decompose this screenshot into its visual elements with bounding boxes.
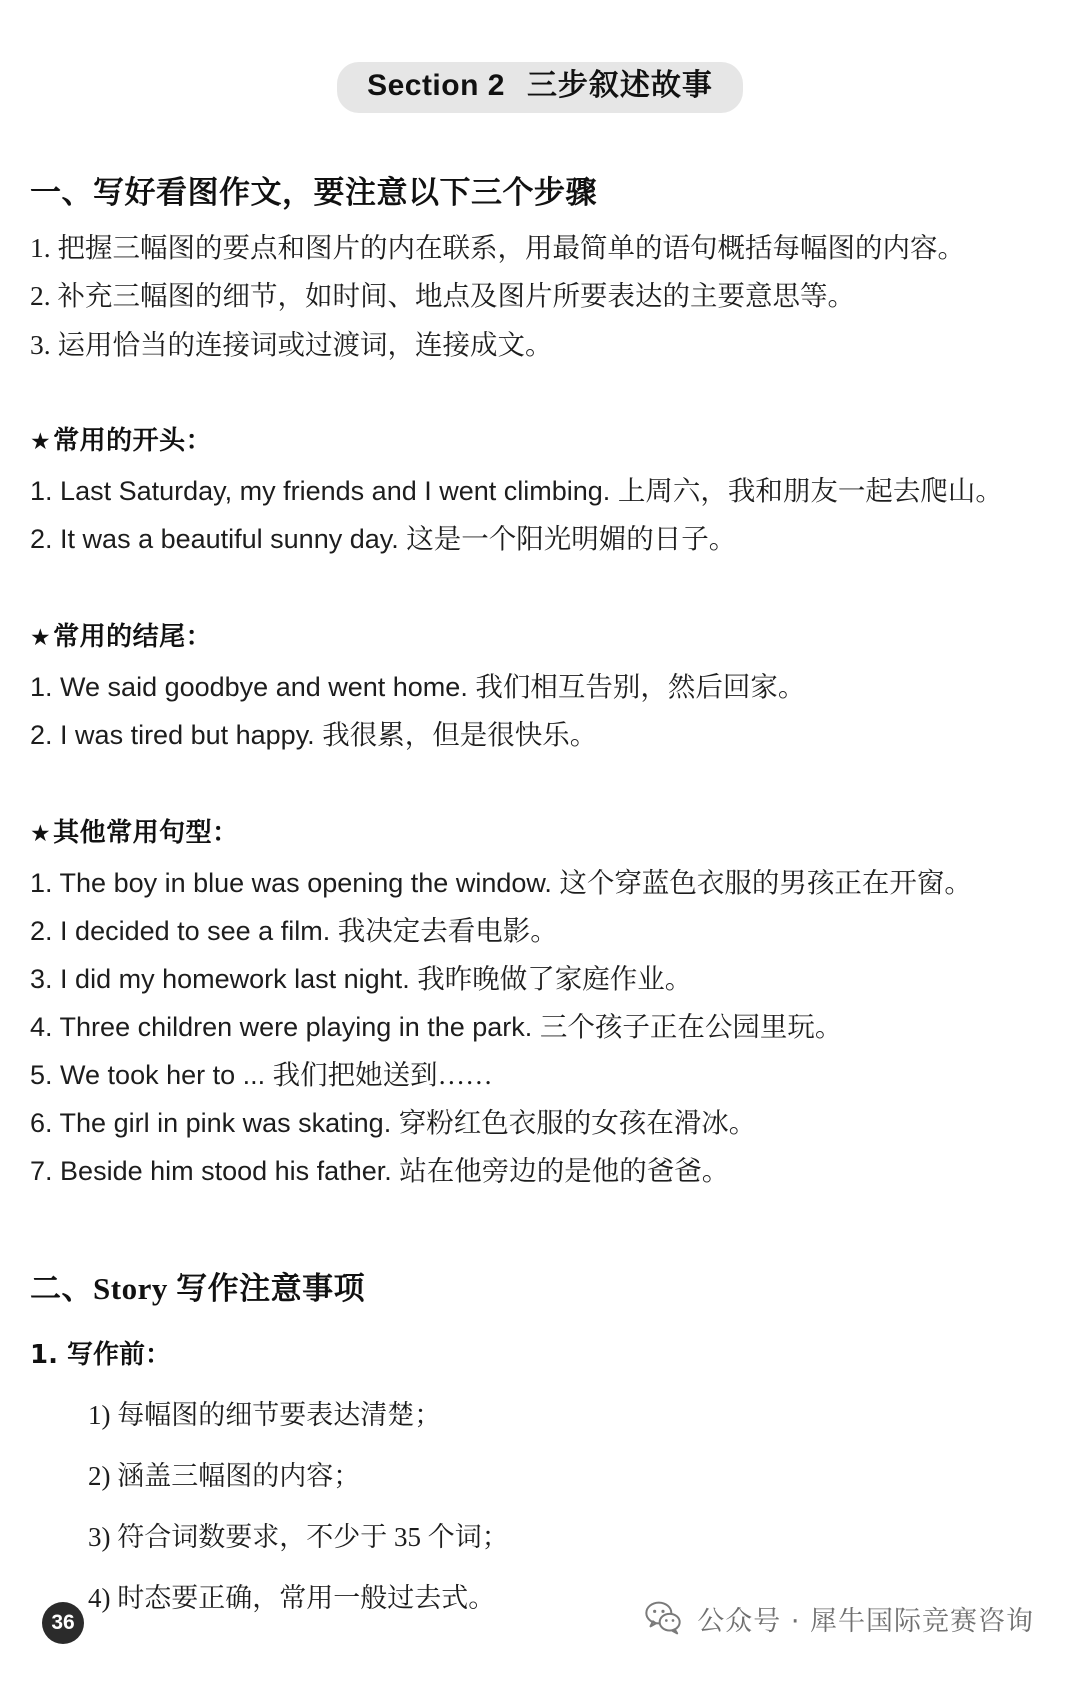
opening-item (30, 477, 1050, 505)
endings-heading-label: 常用的结尾： (53, 622, 213, 652)
pattern-item-en: Three children were playing in the park. (59, 1012, 533, 1042)
section-heading-two: 二、Story 写作注意事项 (30, 1271, 366, 1306)
ending-item-num: 2. (30, 720, 53, 750)
page-footer (0, 1598, 1080, 1658)
star-icon: ★ (30, 821, 52, 847)
pattern-item (30, 965, 1050, 993)
pattern-item (30, 917, 1050, 945)
pattern-item-cn: 我们把她送到…… (272, 1059, 493, 1090)
pattern-item (30, 1013, 1050, 1041)
ending-item-en: We said goodbye and went home. (60, 672, 468, 702)
pattern-item-en: I decided to see a film. (60, 916, 331, 946)
ending-item-en: I was tired but happy. (60, 720, 315, 750)
pattern-item-num: 1. (30, 868, 53, 898)
prewrite-item: 2) 涵盖三幅图的内容； (88, 1461, 361, 1491)
star-icon: ★ (30, 429, 52, 455)
pattern-item-num: 2. (30, 916, 53, 946)
step-item: 3. 运用恰当的连接词或过渡词，连接成文。 (30, 328, 553, 360)
ending-item (30, 721, 1050, 749)
opening-item-cn: 这是一个阳光明媚的日子。 (406, 523, 737, 554)
prewrite-item: 4) 时态要正确，常用一般过去式。 (88, 1583, 496, 1613)
pattern-item-en: We took her to ... (60, 1060, 266, 1090)
prewrite-item: 1) 每幅图的细节要表达清楚； (88, 1400, 442, 1430)
pattern-item-cn: 站在他旁边的是他的爸爸。 (399, 1155, 730, 1186)
section-heading-one: 一、写好看图作文，要注意以下三个步骤 (30, 174, 597, 210)
step-item: 2. 补充三幅图的细节，如时间、地点及图片所要表达的主要意思等。 (30, 280, 855, 311)
opening-item-num: 2. (30, 524, 53, 554)
steps-list (30, 231, 1050, 360)
pattern-item-num: 4. (30, 1012, 53, 1042)
step-item: 1. 把握三幅图的要点和图片的内在联系，用最简单的语句概括每幅图的内容。 (30, 231, 965, 263)
opening-item-cn: 上周六，我和朋友一起去爬山。 (617, 475, 1003, 506)
pattern-item-num: 6. (30, 1108, 53, 1138)
pattern-item-en: The boy in blue was opening the window. (59, 868, 552, 898)
watermark (643, 1598, 1034, 1638)
pattern-item (30, 1061, 1050, 1089)
opening-item (30, 525, 1050, 553)
page-title (337, 62, 743, 113)
opening-item-en: It was a beautiful sunny day. (60, 524, 399, 554)
pattern-item-en: I did my homework last night. (60, 964, 410, 994)
prewrite-item: 3) 符合词数要求，不少于 35 个词； (88, 1522, 509, 1552)
ending-item (30, 673, 1050, 701)
pattern-item-cn: 我决定去看电影。 (337, 915, 558, 946)
opening-item-num: 1. (30, 476, 53, 506)
pattern-item-cn: 穿粉红色衣服的女孩在滑冰。 (398, 1107, 757, 1138)
page-title-en: Section 2 (367, 69, 505, 102)
openings-heading-label: 常用的开头： (53, 426, 213, 456)
openings-heading (30, 420, 1050, 457)
subheading-prewrite: 1. 写作前： (30, 1340, 172, 1370)
opening-item-en: Last Saturday, my friends and I went climbing. (60, 476, 611, 506)
ending-item-cn: 我们相互告别，然后回家。 (475, 671, 806, 702)
pattern-item-en: Beside him stood his father. (60, 1156, 392, 1186)
pattern-item-num: 7. (30, 1156, 53, 1186)
pattern-item-cn: 我昨晚做了家庭作业。 (417, 963, 693, 994)
ending-item-num: 1. (30, 672, 53, 702)
wechat-icon (643, 1598, 683, 1638)
patterns-heading-label: 其他常用句型： (53, 818, 239, 848)
pattern-item-en: The girl in pink was skating. (59, 1108, 392, 1138)
pattern-item (30, 869, 1050, 897)
pattern-item-cn: 三个孩子正在公园里玩。 (539, 1011, 843, 1042)
pattern-item-cn: 这个穿蓝色衣服的男孩正在开窗。 (559, 867, 972, 898)
page-title-container (30, 62, 1050, 113)
pattern-item (30, 1157, 1050, 1185)
star-icon: ★ (30, 625, 52, 651)
patterns-heading (30, 812, 1050, 849)
endings-heading (30, 616, 1050, 653)
watermark-label: 公众号 · 犀牛国际竞赛咨询 (697, 1605, 1034, 1637)
page-title-cn: 三步叙述故事 (526, 68, 713, 103)
pattern-item (30, 1109, 1050, 1137)
page-number-badge: 36 (42, 1602, 84, 1644)
pattern-item-num: 3. (30, 964, 53, 994)
ending-item-cn: 我很累，但是很快乐。 (322, 719, 598, 750)
pattern-item-num: 5. (30, 1060, 53, 1090)
